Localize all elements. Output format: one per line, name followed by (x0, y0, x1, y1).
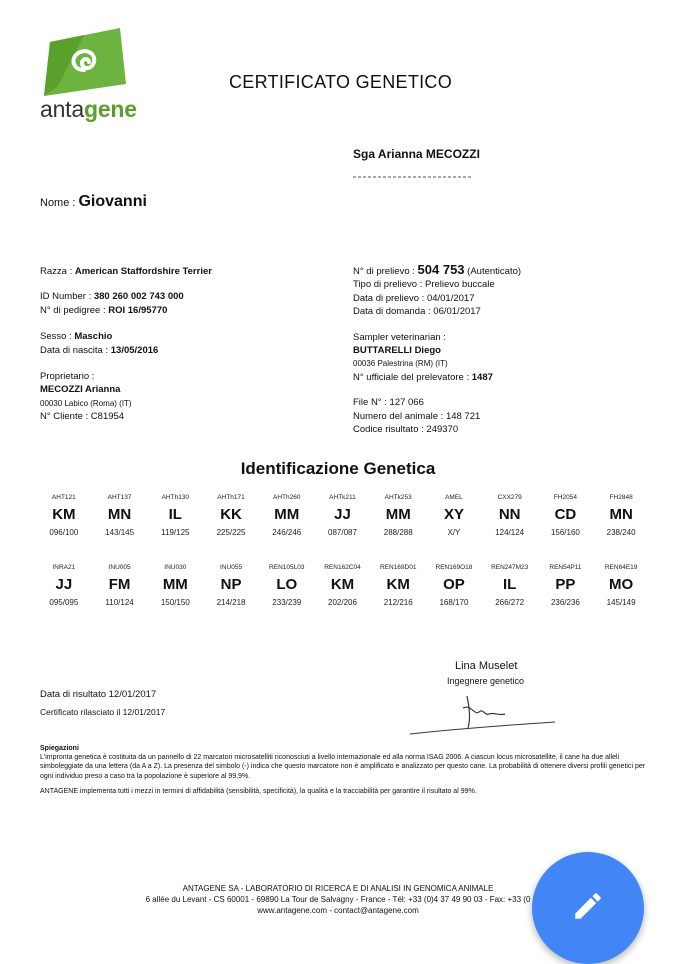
marker-name: INRA21 (52, 564, 76, 571)
footer-line-2: 6 allée du Levant - CS 60001 - 69890 La Tour de Salvagny - France - Tél: +33 (0)4 37 49 90 03 - Fax: +33 (0 (145, 895, 531, 904)
marker-name: REN169D01 (379, 564, 417, 571)
marker-name: AHTk211 (329, 494, 356, 501)
marker-genotype: KK (220, 506, 242, 523)
marker-name: FH2054 (553, 494, 577, 501)
marker-alleles: 143/145 (105, 528, 135, 537)
marker-cell (482, 564, 538, 607)
sex-row: Sesso : Maschio (40, 331, 113, 343)
explanation-text: L'impronta genetica è costituita da un pannello di 22 marcatori microsatelliti riconosciuti a livello internazionale ed alla norma ISAG 2006. A ciascun locus microsatellite, il cane ha due alleli simboleggiate da una lettera (da A a Z). La presenza del simbolo (-) indica che questo marcatore non è amplificato e analizzato per questo cane. La probabilità di ottenere diversi profili genetici per ogni individuo preso a caso tra la popolazione è superiore al 99,9%. (40, 754, 646, 780)
owner-header: Sga Arianna MECOZZI (353, 147, 480, 161)
issue-date: Certificato rilasciato il 12/01/2017 (40, 707, 166, 717)
marker-alleles: 087/087 (328, 528, 357, 537)
marker-alleles: 095/095 (49, 598, 79, 607)
marker-name: AHTh260 (273, 494, 301, 501)
marker-cell (426, 494, 482, 537)
marker-name: INU005 (108, 564, 131, 571)
footer-line-1: ANTAGENE SA - LABORATORIO DI RICERCA E DI ANALISI IN GENOMICA ANIMALE (182, 884, 494, 893)
marker-alleles: 156/160 (550, 528, 580, 537)
marker-genotype: JJ (55, 576, 73, 593)
signer-role: Ingegnere genetico (447, 676, 525, 686)
owner-address: 00030 Labico (Roma) (IT) (40, 398, 132, 408)
marker-name: INU030 (164, 564, 187, 571)
marker-alleles: 212/216 (383, 598, 413, 607)
explanation-block (40, 744, 650, 796)
marker-alleles: 225/225 (216, 528, 246, 537)
marker-name: AHT121 (51, 494, 76, 501)
marker-genotype: MN (107, 506, 132, 523)
type-row: Tipo di prelievo : Prelievo buccale (353, 279, 495, 291)
marker-cell (147, 494, 203, 537)
pedigree-row: N° di pedigree : ROI 16/95770 (40, 304, 168, 316)
breed-row: Razza : American Staffordshire Terrier (40, 266, 212, 277)
marker-cell (259, 494, 315, 537)
marker-alleles: 266/272 (495, 598, 525, 607)
marker-name: REN247M23 (491, 564, 529, 571)
explanation-title: Spiegazioni (40, 745, 79, 752)
vet-address: 00036 Palestrina (RM) (IT) (353, 359, 448, 369)
marker-genotype: XY (443, 506, 464, 523)
marker-genotype: JJ (334, 506, 351, 523)
markers-row-1 (36, 494, 649, 537)
marker-genotype: MN (609, 506, 633, 523)
sample-date-row: Data di prelievo : 04/01/2017 (353, 292, 475, 304)
marker-alleles: 168/170 (439, 598, 469, 607)
signer-name: Lina Muselet (455, 660, 518, 672)
marker-genotype: KM (52, 506, 76, 523)
marker-genotype: CD (554, 506, 577, 523)
marker-genotype: LO (276, 576, 298, 593)
marker-name: REN105L03 (269, 564, 305, 571)
marker-genotype: PP (555, 576, 576, 593)
marker-alleles: 233/239 (272, 598, 302, 607)
marker-cell (36, 564, 92, 607)
marker-name: REN169O18 (435, 564, 473, 571)
marker-cell (259, 564, 315, 607)
code-row: Codice risultato : 249370 (353, 424, 459, 436)
owner-label: Proprietario : (40, 371, 95, 383)
antagene-logo (44, 26, 126, 96)
client-row: N° Cliente : C81954 (40, 411, 125, 423)
marker-name: REN54P11 (549, 564, 582, 571)
logo-wordmark: antagene (40, 96, 137, 122)
marker-cell (203, 494, 259, 537)
section-title: Identificazione Genetica (240, 459, 436, 478)
left-info-block (40, 265, 212, 424)
signature (405, 686, 565, 751)
marker-genotype: IL (168, 506, 182, 523)
marker-genotype: OP (443, 576, 465, 593)
marker-name: FH2848 (609, 494, 633, 501)
vet-id-row: N° ufficiale del prelevatore : 1487 (353, 371, 493, 383)
request-date-row: Data di domanda : 06/01/2017 (353, 306, 481, 318)
marker-genotype: IL (503, 576, 517, 593)
marker-genotype: KM (386, 576, 410, 593)
explanation-text-2: ANTAGENE implementa tutti i mezzi in termini di affidabilità (sensibilità, specificità), la qualità e la tracciabilità per garantire il risultato al 99%. (40, 787, 477, 795)
animal-row: Numero del animale : 148 721 (353, 410, 481, 422)
marker-genotype: MM (385, 506, 411, 523)
vet-label: Sampler veterinarian : (353, 331, 446, 343)
marker-genotype: MM (274, 506, 300, 523)
marker-cell (538, 564, 594, 607)
markers-row-2 (36, 564, 649, 607)
marker-alleles: 238/240 (606, 528, 636, 537)
marker-cell (315, 494, 371, 537)
marker-name: AHTk253 (384, 494, 412, 501)
marker-genotype: MM (162, 576, 188, 593)
marker-cell (92, 564, 148, 607)
marker-name: CXX279 (497, 494, 522, 501)
marker-cell (36, 494, 92, 537)
marker-name: AHTh130 (161, 494, 190, 501)
marker-name: AHTh171 (217, 494, 245, 501)
marker-alleles: 288/288 (383, 528, 413, 537)
cut-off-text-line (353, 166, 493, 170)
marker-alleles: 124/124 (495, 528, 525, 537)
owner-name: MECOZZI Arianna (40, 384, 121, 396)
marker-alleles: 110/124 (105, 598, 134, 607)
marker-cell (203, 564, 259, 607)
footer-line-3: www.antagene.com - contact@antagene.com (257, 906, 419, 915)
marker-cell (370, 494, 426, 537)
marker-genotype: NN (498, 506, 521, 523)
marker-alleles: 202/206 (328, 598, 357, 607)
page-title: CERTIFICATO GENETICO (229, 72, 453, 92)
marker-cell (593, 564, 649, 607)
birth-row: Data di nascita : 13/05/2016 (40, 344, 159, 356)
marker-alleles: 214/218 (216, 598, 246, 607)
marker-name: AMEL (445, 494, 463, 501)
right-info-block (353, 263, 521, 436)
marker-alleles: 145/149 (606, 598, 636, 607)
marker-cell (147, 564, 203, 607)
id-row: ID Number : 380 260 002 743 000 (40, 291, 184, 303)
marker-cell (482, 494, 538, 537)
marker-alleles: 150/150 (160, 598, 190, 607)
marker-cell (593, 494, 649, 537)
dog-name: Nome : Giovanni (40, 193, 147, 210)
marker-cell (315, 564, 371, 607)
sample-row: N° di prelievo : 504 753 (Autenticato) (353, 262, 522, 277)
marker-alleles: 246/246 (272, 528, 302, 537)
marker-genotype: KM (330, 576, 355, 593)
marker-cell (92, 494, 148, 537)
file-row: File N° : 127 066 (353, 397, 424, 409)
marker-name: INU055 (220, 564, 243, 571)
marker-cell (538, 494, 594, 537)
vet-name: BUTTARELLI Diego (353, 345, 441, 357)
marker-genotype: NP (220, 576, 242, 593)
pencil-icon (571, 889, 605, 928)
marker-name: AHT137 (107, 494, 132, 501)
marker-cell (370, 564, 426, 607)
marker-name: REN162C04 (324, 564, 361, 571)
marker-alleles: 236/236 (550, 598, 580, 607)
marker-alleles: 096/100 (49, 528, 79, 537)
marker-alleles: 119/125 (161, 528, 190, 537)
marker-genotype: MO (609, 576, 634, 593)
marker-alleles: X/Y (447, 528, 461, 537)
marker-cell (426, 564, 482, 607)
marker-genotype: FM (108, 576, 131, 593)
result-date: Data di risultato 12/01/2017 (40, 689, 157, 700)
marker-name: REN64E19 (604, 564, 638, 571)
edit-fab-button[interactable] (532, 852, 644, 964)
